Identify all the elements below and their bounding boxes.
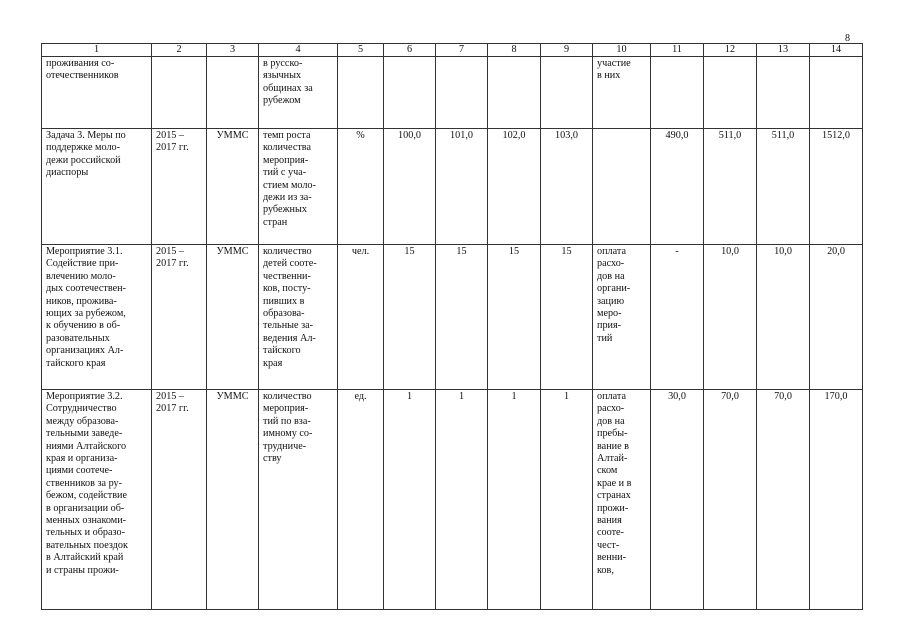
value-2015: 101,0 xyxy=(450,130,473,141)
activity-name: Мероприятие 3.2. Сотрудничество между образова- тельными заведе- ниями Алтайского края и организа- циями соотече- ственников за ру- бежом, содействие в организации об- менных ознакоми- тельных и образо- вательных поездок в Алтайский край и страны прожи- xyxy=(46,391,128,576)
table-row xyxy=(42,129,863,245)
header-cell: 5 xyxy=(338,44,384,57)
funding-total: 20,0 xyxy=(827,246,845,257)
program-table xyxy=(41,43,863,610)
header-cell: 6 xyxy=(384,44,436,57)
page-number: 8 xyxy=(845,33,850,44)
value-2017: 1 xyxy=(563,391,570,402)
indicator: в русско- язычных общинах за рубежом xyxy=(263,58,313,107)
value-2017: 15 xyxy=(561,246,572,257)
header-cell: 8 xyxy=(488,44,541,57)
header-cell: 1 xyxy=(42,44,152,57)
header-cell: 9 xyxy=(541,44,593,57)
expense-direction: оплата расхо- дов на пребы- вание в Алтай- ском крае и в странах прожи- вания соотe- чест- венни- ков, xyxy=(597,391,632,576)
period: 2015 – 2017 гг. xyxy=(156,246,189,270)
funding-2016: 511,0 xyxy=(718,130,742,141)
indicator: количество мероприя- тий по вза- имному со- трудниче- ству xyxy=(263,391,313,465)
value-2016: 102,0 xyxy=(502,130,526,141)
funding-2015: - xyxy=(675,246,679,257)
value-2014: 1 xyxy=(406,391,413,402)
period: 2015 – 2017 гг. xyxy=(156,391,189,415)
header-cell: 12 xyxy=(704,44,757,57)
funding-2017: 70,0 xyxy=(774,391,792,402)
expense-direction: участие в них xyxy=(597,58,631,82)
funding-2017: 511,0 xyxy=(771,130,795,141)
header-cell: 10 xyxy=(593,44,651,57)
funding-2015: 490,0 xyxy=(665,130,689,141)
executor: УММС xyxy=(216,246,249,257)
value-2014: 15 xyxy=(404,246,415,257)
value-2016: 1 xyxy=(511,391,517,402)
value-2014: 100,0 xyxy=(398,130,421,141)
table-row xyxy=(42,245,863,390)
executor: УММС xyxy=(216,130,249,141)
value-2017: 103,0 xyxy=(555,130,578,141)
activity-name: проживания со- отечественников xyxy=(46,58,119,82)
table-header-row xyxy=(42,44,863,57)
executor: УММС xyxy=(216,391,249,402)
funding-total: 1512,0 xyxy=(821,130,850,141)
indicator: темп роста количества мероприя- тий с уча- стием моло- дежи из за- рубежных стран xyxy=(263,130,316,228)
expense-direction: оплата расхо- дов на органи- зацию меро- прия- тий xyxy=(597,246,631,344)
unit: % xyxy=(356,130,365,141)
activity-name: Мероприятие 3.1. Содействие при- влечению моло- дых соотечествен- ников, прожива- ющих за рубежом, к обучению в об- разовательных организациях Ал- тайского края xyxy=(46,246,126,369)
header-cell: 4 xyxy=(259,44,338,57)
value-2015: 1 xyxy=(458,391,465,402)
header-cell: 3 xyxy=(207,44,259,57)
period: 2015 – 2017 гг. xyxy=(156,130,189,154)
header-cell: 14 xyxy=(810,44,863,57)
funding-2015: 30,0 xyxy=(668,391,686,402)
unit: ед. xyxy=(354,391,367,402)
header-cell: 2 xyxy=(152,44,207,57)
header-cell: 13 xyxy=(757,44,810,57)
indicator: количество детей соотe- чественни- ков, посту- пивших в образова- тельные за- ведения Ал- тайского края xyxy=(263,246,317,369)
value-2016: 15 xyxy=(508,246,520,257)
unit: чел. xyxy=(351,246,370,257)
header-cell: 7 xyxy=(436,44,488,57)
header-cell: 11 xyxy=(651,44,704,57)
table-row xyxy=(42,57,863,129)
activity-name: Задача 3. Меры по поддержке моло- дежи российской диаспоры xyxy=(46,130,126,179)
funding-2016: 10,0 xyxy=(721,246,739,257)
funding-total: 170,0 xyxy=(824,391,848,402)
value-2015: 15 xyxy=(456,246,467,257)
funding-2017: 10,0 xyxy=(774,246,792,257)
table-row xyxy=(42,390,863,610)
funding-2016: 70,0 xyxy=(721,391,739,402)
